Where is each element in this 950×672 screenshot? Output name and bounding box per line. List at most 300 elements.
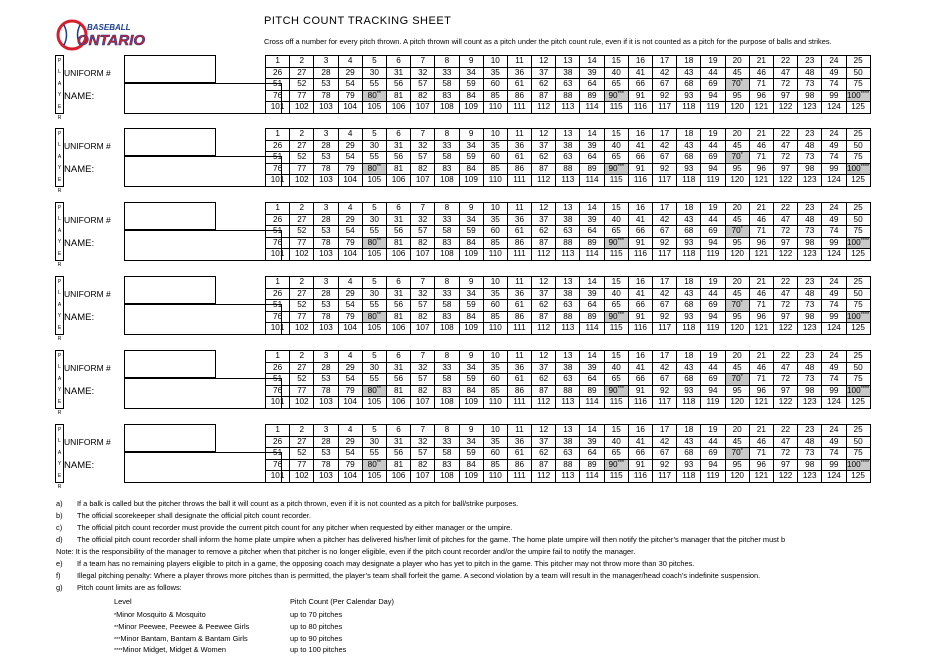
pitch-cell[interactable]: 62 <box>532 448 556 460</box>
pitch-cell[interactable]: 8 <box>435 56 459 68</box>
pitch-cell[interactable]: 33 <box>435 288 459 300</box>
pitch-cell[interactable]: 104 <box>338 175 362 187</box>
pitch-cell[interactable]: 50 <box>846 67 870 79</box>
pitch-cell[interactable]: 111 <box>507 175 531 187</box>
pitch-cell[interactable]: 119 <box>701 397 725 409</box>
pitch-cell[interactable]: 21 <box>749 203 773 215</box>
name-field[interactable] <box>124 156 282 187</box>
pitch-cell[interactable]: 84 <box>459 459 483 471</box>
pitch-cell[interactable]: 47 <box>773 288 797 300</box>
pitch-cell[interactable]: 70* <box>725 300 749 312</box>
pitch-cell[interactable]: 106 <box>386 175 410 187</box>
pitch-cell[interactable]: 70* <box>725 448 749 460</box>
pitch-cell[interactable]: 1 <box>266 203 290 215</box>
pitch-cell[interactable]: 30 <box>362 288 386 300</box>
pitch-cell[interactable]: 109 <box>459 249 483 261</box>
pitch-cell[interactable]: 75 <box>846 152 870 164</box>
pitch-cell[interactable]: 24 <box>822 351 846 363</box>
pitch-cell[interactable]: 97 <box>773 90 797 102</box>
pitch-cell[interactable]: 109 <box>459 471 483 483</box>
pitch-cell[interactable]: 115 <box>604 397 628 409</box>
pitch-cell[interactable]: 97 <box>773 237 797 249</box>
pitch-cell[interactable]: 54 <box>338 300 362 312</box>
pitch-cell[interactable]: 77 <box>290 163 314 175</box>
pitch-cell[interactable]: 62 <box>532 300 556 312</box>
pitch-cell[interactable]: 60 <box>483 300 507 312</box>
pitch-cell[interactable]: 110 <box>483 397 507 409</box>
pitch-cell[interactable]: 26 <box>266 288 290 300</box>
pitch-cell[interactable]: 105 <box>362 102 386 114</box>
pitch-cell[interactable]: 66 <box>628 448 652 460</box>
pitch-cell[interactable]: 32 <box>411 436 435 448</box>
pitch-cell[interactable]: 37 <box>532 436 556 448</box>
pitch-cell[interactable]: 81 <box>386 385 410 397</box>
pitch-cell[interactable]: 60 <box>483 374 507 386</box>
pitch-cell[interactable]: 124 <box>822 471 846 483</box>
pitch-cell[interactable]: 98 <box>798 385 822 397</box>
pitch-cell[interactable]: 96 <box>749 90 773 102</box>
pitch-cell[interactable]: 99 <box>822 90 846 102</box>
pitch-cell[interactable]: 21 <box>749 425 773 437</box>
pitch-cell[interactable]: 30 <box>362 140 386 152</box>
pitch-cell[interactable]: 51 <box>266 226 290 238</box>
pitch-cell[interactable]: 121 <box>749 397 773 409</box>
pitch-cell[interactable]: 17 <box>653 277 677 289</box>
pitch-cell[interactable]: 99 <box>822 311 846 323</box>
pitch-cell[interactable]: 73 <box>798 448 822 460</box>
pitch-cell[interactable]: 62 <box>532 152 556 164</box>
pitch-cell[interactable]: 51 <box>266 448 290 460</box>
pitch-cell[interactable]: 72 <box>773 300 797 312</box>
pitch-cell[interactable]: 61 <box>507 300 531 312</box>
pitch-cell[interactable]: 114 <box>580 175 604 187</box>
pitch-cell[interactable]: 38 <box>556 288 580 300</box>
pitch-cell[interactable]: 124 <box>822 397 846 409</box>
pitch-cell[interactable]: 91 <box>628 385 652 397</box>
pitch-cell[interactable]: 65 <box>604 374 628 386</box>
pitch-cell[interactable]: 69 <box>701 374 725 386</box>
pitch-cell[interactable]: 53 <box>314 300 338 312</box>
pitch-cell[interactable]: 11 <box>507 351 531 363</box>
pitch-cell[interactable]: 122 <box>773 249 797 261</box>
pitch-cell[interactable]: 6 <box>386 56 410 68</box>
pitch-cell[interactable]: 100**** <box>846 459 870 471</box>
pitch-cell[interactable]: 13 <box>556 351 580 363</box>
pitch-cell[interactable]: 82 <box>411 385 435 397</box>
pitch-cell[interactable]: 121 <box>749 102 773 114</box>
pitch-cell[interactable]: 104 <box>338 397 362 409</box>
pitch-cell[interactable]: 45 <box>725 140 749 152</box>
pitch-cell[interactable]: 76 <box>266 90 290 102</box>
pitch-cell[interactable]: 2 <box>290 56 314 68</box>
pitch-cell[interactable]: 113 <box>556 249 580 261</box>
pitch-cell[interactable]: 5 <box>362 277 386 289</box>
pitch-cell[interactable]: 64 <box>580 300 604 312</box>
pitch-cell[interactable]: 36 <box>507 436 531 448</box>
pitch-cell[interactable]: 94 <box>701 459 725 471</box>
pitch-cell[interactable]: 45 <box>725 362 749 374</box>
pitch-cell[interactable]: 44 <box>701 436 725 448</box>
pitch-cell[interactable]: 67 <box>653 448 677 460</box>
pitch-cell[interactable]: 77 <box>290 90 314 102</box>
pitch-cell[interactable]: 82 <box>411 237 435 249</box>
pitch-cell[interactable]: 98 <box>798 90 822 102</box>
pitch-cell[interactable]: 103 <box>314 471 338 483</box>
pitch-cell[interactable]: 124 <box>822 323 846 335</box>
pitch-cell[interactable]: 86 <box>507 459 531 471</box>
pitch-cell[interactable]: 122 <box>773 102 797 114</box>
pitch-cell[interactable]: 112 <box>532 102 556 114</box>
pitch-cell[interactable]: 92 <box>653 311 677 323</box>
pitch-cell[interactable]: 23 <box>798 203 822 215</box>
pitch-cell[interactable]: 40 <box>604 67 628 79</box>
pitch-cell[interactable]: 62 <box>532 226 556 238</box>
pitch-cell[interactable]: 121 <box>749 471 773 483</box>
pitch-cell[interactable]: 103 <box>314 249 338 261</box>
pitch-cell[interactable]: 28 <box>314 288 338 300</box>
pitch-cell[interactable]: 16 <box>628 129 652 141</box>
pitch-cell[interactable]: 34 <box>459 362 483 374</box>
pitch-cell[interactable]: 66 <box>628 226 652 238</box>
pitch-cell[interactable]: 6 <box>386 129 410 141</box>
pitch-cell[interactable]: 77 <box>290 311 314 323</box>
pitch-cell[interactable]: 115 <box>604 102 628 114</box>
pitch-cell[interactable]: 57 <box>411 152 435 164</box>
pitch-cell[interactable]: 110 <box>483 471 507 483</box>
pitch-cell[interactable]: 64 <box>580 79 604 91</box>
pitch-cell[interactable]: 86 <box>507 385 531 397</box>
pitch-cell[interactable]: 116 <box>628 102 652 114</box>
pitch-cell[interactable]: 112 <box>532 175 556 187</box>
pitch-cell[interactable]: 39 <box>580 436 604 448</box>
pitch-cell[interactable]: 14 <box>580 203 604 215</box>
pitch-cell[interactable]: 7 <box>411 203 435 215</box>
pitch-cell[interactable]: 111 <box>507 471 531 483</box>
pitch-cell[interactable]: 67 <box>653 226 677 238</box>
pitch-cell[interactable]: 90*** <box>604 311 628 323</box>
pitch-cell[interactable]: 118 <box>677 102 701 114</box>
pitch-cell[interactable]: 20 <box>725 425 749 437</box>
pitch-cell[interactable]: 80** <box>362 237 386 249</box>
pitch-cell[interactable]: 72 <box>773 448 797 460</box>
pitch-cell[interactable]: 1 <box>266 56 290 68</box>
pitch-cell[interactable]: 34 <box>459 67 483 79</box>
pitch-cell[interactable]: 79 <box>338 163 362 175</box>
pitch-cell[interactable]: 79 <box>338 459 362 471</box>
pitch-cell[interactable]: 87 <box>532 237 556 249</box>
pitch-cell[interactable]: 8 <box>435 425 459 437</box>
pitch-cell[interactable]: 15 <box>604 129 628 141</box>
pitch-cell[interactable]: 115 <box>604 471 628 483</box>
pitch-cell[interactable]: 79 <box>338 237 362 249</box>
pitch-cell[interactable]: 107 <box>411 249 435 261</box>
pitch-cell[interactable]: 34 <box>459 140 483 152</box>
pitch-cell[interactable]: 75 <box>846 226 870 238</box>
pitch-cell[interactable]: 69 <box>701 300 725 312</box>
pitch-cell[interactable]: 41 <box>628 362 652 374</box>
pitch-cell[interactable]: 100**** <box>846 237 870 249</box>
pitch-cell[interactable]: 124 <box>822 249 846 261</box>
pitch-cell[interactable]: 110 <box>483 323 507 335</box>
pitch-cell[interactable]: 46 <box>749 67 773 79</box>
pitch-cell[interactable]: 90*** <box>604 163 628 175</box>
pitch-cell[interactable]: 66 <box>628 79 652 91</box>
pitch-cell[interactable]: 52 <box>290 226 314 238</box>
pitch-cell[interactable]: 2 <box>290 351 314 363</box>
pitch-cell[interactable]: 44 <box>701 362 725 374</box>
pitch-cell[interactable]: 88 <box>556 163 580 175</box>
pitch-cell[interactable]: 74 <box>822 152 846 164</box>
pitch-cell[interactable]: 38 <box>556 67 580 79</box>
pitch-cell[interactable]: 89 <box>580 311 604 323</box>
pitch-cell[interactable]: 35 <box>483 67 507 79</box>
pitch-cell[interactable]: 105 <box>362 471 386 483</box>
pitch-cell[interactable]: 83 <box>435 90 459 102</box>
pitch-cell[interactable]: 27 <box>290 362 314 374</box>
pitch-cell[interactable]: 48 <box>798 214 822 226</box>
pitch-cell[interactable]: 17 <box>653 203 677 215</box>
uniform-field[interactable] <box>124 55 216 83</box>
pitch-cell[interactable]: 18 <box>677 277 701 289</box>
pitch-cell[interactable]: 30 <box>362 362 386 374</box>
pitch-cell[interactable]: 24 <box>822 203 846 215</box>
pitch-cell[interactable]: 11 <box>507 129 531 141</box>
pitch-cell[interactable]: 102 <box>290 323 314 335</box>
pitch-cell[interactable]: 22 <box>773 56 797 68</box>
pitch-cell[interactable]: 24 <box>822 425 846 437</box>
pitch-cell[interactable]: 83 <box>435 163 459 175</box>
pitch-cell[interactable]: 60 <box>483 448 507 460</box>
pitch-cell[interactable]: 105 <box>362 323 386 335</box>
pitch-cell[interactable]: 75 <box>846 448 870 460</box>
pitch-cell[interactable]: 50 <box>846 214 870 226</box>
pitch-cell[interactable]: 46 <box>749 362 773 374</box>
pitch-cell[interactable]: 117 <box>653 323 677 335</box>
pitch-cell[interactable]: 38 <box>556 362 580 374</box>
pitch-cell[interactable]: 72 <box>773 79 797 91</box>
pitch-cell[interactable]: 95 <box>725 90 749 102</box>
pitch-cell[interactable]: 71 <box>749 152 773 164</box>
pitch-cell[interactable]: 123 <box>798 249 822 261</box>
pitch-cell[interactable]: 111 <box>507 397 531 409</box>
pitch-cell[interactable]: 7 <box>411 129 435 141</box>
pitch-cell[interactable]: 105 <box>362 249 386 261</box>
pitch-cell[interactable]: 87 <box>532 459 556 471</box>
pitch-cell[interactable]: 40 <box>604 436 628 448</box>
pitch-cell[interactable]: 59 <box>459 226 483 238</box>
name-field[interactable] <box>124 452 282 483</box>
pitch-cell[interactable]: 16 <box>628 425 652 437</box>
pitch-cell[interactable]: 96 <box>749 385 773 397</box>
pitch-cell[interactable]: 123 <box>798 323 822 335</box>
pitch-cell[interactable]: 34 <box>459 436 483 448</box>
pitch-cell[interactable]: 3 <box>314 129 338 141</box>
pitch-cell[interactable]: 55 <box>362 300 386 312</box>
pitch-cell[interactable]: 2 <box>290 425 314 437</box>
pitch-cell[interactable]: 1 <box>266 277 290 289</box>
pitch-cell[interactable]: 76 <box>266 237 290 249</box>
pitch-cell[interactable]: 12 <box>532 56 556 68</box>
pitch-cell[interactable]: 28 <box>314 436 338 448</box>
pitch-cell[interactable]: 29 <box>338 214 362 226</box>
pitch-cell[interactable]: 122 <box>773 471 797 483</box>
pitch-cell[interactable]: 8 <box>435 277 459 289</box>
pitch-cell[interactable]: 4 <box>338 56 362 68</box>
pitch-cell[interactable]: 102 <box>290 249 314 261</box>
name-field[interactable] <box>124 304 282 335</box>
pitch-cell[interactable]: 85 <box>483 459 507 471</box>
pitch-cell[interactable]: 32 <box>411 140 435 152</box>
pitch-cell[interactable]: 81 <box>386 311 410 323</box>
pitch-cell[interactable]: 6 <box>386 203 410 215</box>
pitch-cell[interactable]: 117 <box>653 471 677 483</box>
pitch-cell[interactable]: 39 <box>580 362 604 374</box>
pitch-cell[interactable]: 66 <box>628 300 652 312</box>
pitch-cell[interactable]: 40 <box>604 140 628 152</box>
pitch-cell[interactable]: 65 <box>604 79 628 91</box>
pitch-cell[interactable]: 59 <box>459 79 483 91</box>
pitch-cell[interactable]: 3 <box>314 277 338 289</box>
pitch-cell[interactable]: 121 <box>749 249 773 261</box>
pitch-cell[interactable]: 94 <box>701 385 725 397</box>
pitch-cell[interactable]: 90*** <box>604 459 628 471</box>
pitch-cell[interactable]: 13 <box>556 129 580 141</box>
pitch-cell[interactable]: 27 <box>290 214 314 226</box>
pitch-cell[interactable]: 37 <box>532 140 556 152</box>
pitch-cell[interactable]: 97 <box>773 459 797 471</box>
pitch-cell[interactable]: 81 <box>386 163 410 175</box>
pitch-cell[interactable]: 110 <box>483 249 507 261</box>
pitch-cell[interactable]: 63 <box>556 300 580 312</box>
pitch-cell[interactable]: 72 <box>773 226 797 238</box>
pitch-cell[interactable]: 19 <box>701 56 725 68</box>
pitch-cell[interactable]: 17 <box>653 351 677 363</box>
pitch-cell[interactable]: 15 <box>604 203 628 215</box>
pitch-cell[interactable]: 15 <box>604 351 628 363</box>
pitch-cell[interactable]: 41 <box>628 140 652 152</box>
pitch-cell[interactable]: 107 <box>411 397 435 409</box>
pitch-cell[interactable]: 18 <box>677 129 701 141</box>
pitch-cell[interactable]: 78 <box>314 163 338 175</box>
pitch-cell[interactable]: 103 <box>314 102 338 114</box>
pitch-cell[interactable]: 102 <box>290 397 314 409</box>
pitch-cell[interactable]: 56 <box>386 300 410 312</box>
pitch-cell[interactable]: 106 <box>386 471 410 483</box>
pitch-cell[interactable]: 91 <box>628 459 652 471</box>
pitch-cell[interactable]: 106 <box>386 102 410 114</box>
pitch-cell[interactable]: 73 <box>798 374 822 386</box>
pitch-cell[interactable]: 89 <box>580 237 604 249</box>
pitch-cell[interactable]: 77 <box>290 237 314 249</box>
pitch-cell[interactable]: 44 <box>701 214 725 226</box>
pitch-cell[interactable]: 88 <box>556 459 580 471</box>
pitch-cell[interactable]: 20 <box>725 129 749 141</box>
pitch-cell[interactable]: 105 <box>362 397 386 409</box>
pitch-cell[interactable]: 15 <box>604 277 628 289</box>
pitch-cell[interactable]: 63 <box>556 448 580 460</box>
pitch-cell[interactable]: 115 <box>604 249 628 261</box>
pitch-cell[interactable]: 12 <box>532 351 556 363</box>
pitch-cell[interactable]: 102 <box>290 102 314 114</box>
pitch-cell[interactable]: 73 <box>798 79 822 91</box>
pitch-cell[interactable]: 33 <box>435 362 459 374</box>
pitch-cell[interactable]: 71 <box>749 226 773 238</box>
pitch-cell[interactable]: 112 <box>532 397 556 409</box>
pitch-cell[interactable]: 90*** <box>604 90 628 102</box>
pitch-cell[interactable]: 45 <box>725 67 749 79</box>
pitch-cell[interactable]: 124 <box>822 102 846 114</box>
pitch-cell[interactable]: 35 <box>483 214 507 226</box>
pitch-cell[interactable]: 3 <box>314 425 338 437</box>
pitch-cell[interactable]: 84 <box>459 385 483 397</box>
pitch-cell[interactable]: 30 <box>362 214 386 226</box>
pitch-cell[interactable]: 33 <box>435 214 459 226</box>
name-field[interactable] <box>124 230 282 261</box>
pitch-cell[interactable]: 104 <box>338 249 362 261</box>
pitch-cell[interactable]: 2 <box>290 277 314 289</box>
pitch-cell[interactable]: 30 <box>362 67 386 79</box>
pitch-cell[interactable]: 4 <box>338 425 362 437</box>
pitch-cell[interactable]: 73 <box>798 152 822 164</box>
pitch-cell[interactable]: 39 <box>580 140 604 152</box>
uniform-field[interactable] <box>124 276 216 304</box>
pitch-cell[interactable]: 33 <box>435 436 459 448</box>
pitch-cell[interactable]: 48 <box>798 140 822 152</box>
pitch-cell[interactable]: 29 <box>338 67 362 79</box>
pitch-cell[interactable]: 12 <box>532 425 556 437</box>
pitch-cell[interactable]: 52 <box>290 374 314 386</box>
pitch-cell[interactable]: 21 <box>749 277 773 289</box>
pitch-cell[interactable]: 18 <box>677 203 701 215</box>
pitch-cell[interactable]: 43 <box>677 362 701 374</box>
pitch-cell[interactable]: 87 <box>532 90 556 102</box>
pitch-cell[interactable]: 94 <box>701 90 725 102</box>
pitch-cell[interactable]: 9 <box>459 56 483 68</box>
pitch-cell[interactable]: 58 <box>435 226 459 238</box>
pitch-cell[interactable]: 59 <box>459 152 483 164</box>
uniform-field[interactable] <box>124 128 216 156</box>
pitch-cell[interactable]: 82 <box>411 459 435 471</box>
pitch-cell[interactable]: 107 <box>411 175 435 187</box>
pitch-cell[interactable]: 56 <box>386 152 410 164</box>
pitch-cell[interactable]: 117 <box>653 175 677 187</box>
pitch-cell[interactable]: 88 <box>556 311 580 323</box>
pitch-cell[interactable]: 41 <box>628 436 652 448</box>
pitch-cell[interactable]: 58 <box>435 374 459 386</box>
pitch-cell[interactable]: 3 <box>314 203 338 215</box>
pitch-cell[interactable]: 13 <box>556 425 580 437</box>
pitch-cell[interactable]: 87 <box>532 311 556 323</box>
pitch-cell[interactable]: 49 <box>822 288 846 300</box>
pitch-cell[interactable]: 46 <box>749 214 773 226</box>
pitch-cell[interactable]: 70* <box>725 79 749 91</box>
pitch-cell[interactable]: 121 <box>749 323 773 335</box>
pitch-cell[interactable]: 89 <box>580 385 604 397</box>
pitch-cell[interactable]: 92 <box>653 90 677 102</box>
pitch-cell[interactable]: 54 <box>338 226 362 238</box>
pitch-cell[interactable]: 39 <box>580 67 604 79</box>
pitch-cell[interactable]: 36 <box>507 362 531 374</box>
pitch-cell[interactable]: 39 <box>580 288 604 300</box>
pitch-cell[interactable]: 99 <box>822 237 846 249</box>
pitch-cell[interactable]: 108 <box>435 471 459 483</box>
pitch-cell[interactable]: 24 <box>822 129 846 141</box>
pitch-cell[interactable]: 15 <box>604 425 628 437</box>
pitch-cell[interactable]: 34 <box>459 214 483 226</box>
pitch-cell[interactable]: 29 <box>338 362 362 374</box>
pitch-cell[interactable]: 100**** <box>846 311 870 323</box>
pitch-cell[interactable]: 17 <box>653 425 677 437</box>
